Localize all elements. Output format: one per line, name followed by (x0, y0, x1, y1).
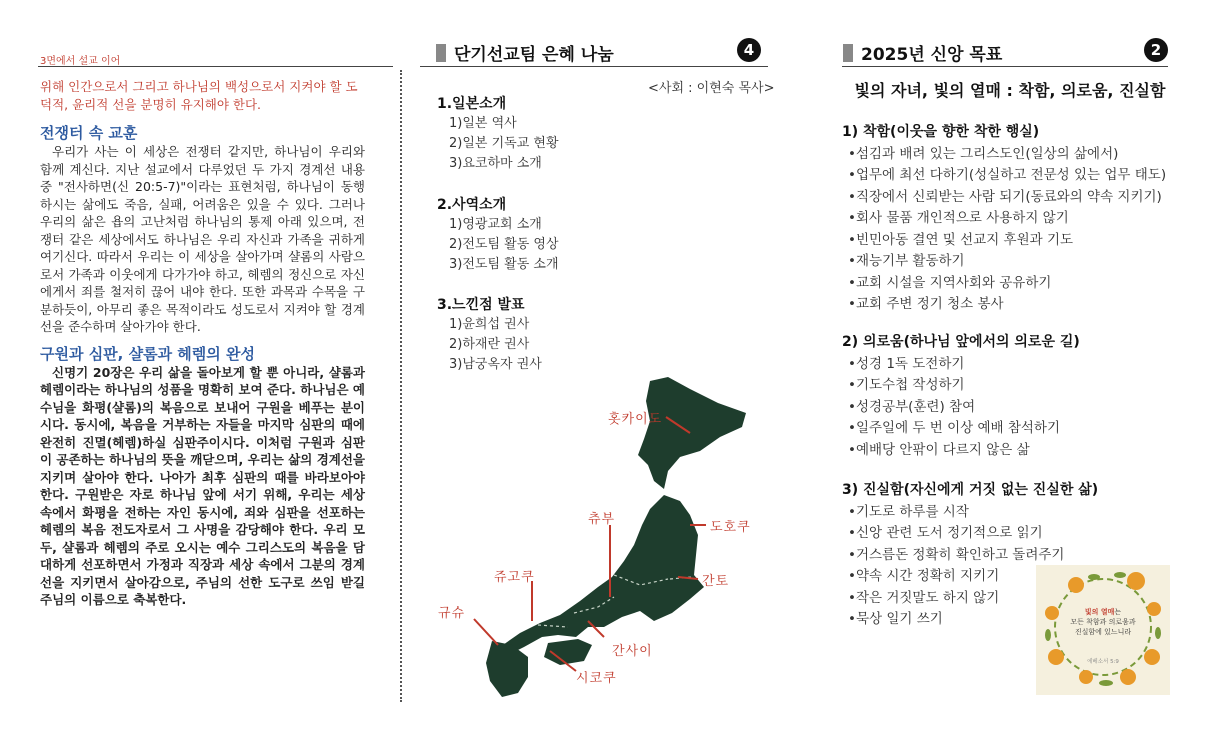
program-item: 3)남궁옥자 권사 (449, 357, 542, 372)
goal-item: •직장에서 신뢰받는 사람 되기(동료와의 약속 지키기) (848, 188, 1162, 205)
map-label: 시코쿠 (576, 671, 617, 686)
program-item: 2)전도팀 활동 영상 (449, 237, 559, 252)
verse-highlight: 빛의 열매 (1084, 608, 1115, 616)
goal-item: •회사 물품 개인적으로 사용하지 않기 (848, 210, 1069, 226)
program-group (437, 295, 542, 375)
goal-group (842, 332, 1080, 461)
header-bar (436, 44, 446, 62)
verse-reference: 에베소서 5:9 (1087, 659, 1119, 665)
japan-map-svg (428, 375, 768, 700)
goal-item: •성경공부(훈련) 참여 (848, 398, 976, 415)
mission-header (436, 40, 614, 65)
goal-group-title: 3) 진실함(자신에게 거짓 없는 진실한 삶) (842, 482, 1099, 498)
goal-item: •교회 주변 정기 청소 봉사 (848, 296, 1004, 312)
mission-header-title: 단기선교팀 은혜 나눔 (454, 45, 614, 65)
verse-card (1036, 565, 1170, 695)
goal-group-title: 1) 착함(이웃을 향한 착한 행실) (842, 124, 1040, 140)
goal-item: •묵상 일기 쓰기 (848, 611, 943, 627)
goal-item: •거스름돈 정확히 확인하고 돌려주기 (848, 546, 1065, 563)
top-rule-middle (420, 66, 768, 67)
goal-item: •작은 거짓말도 하지 않기 (848, 589, 1000, 606)
map-label: 츄부 (588, 512, 616, 527)
sermon-column (40, 78, 365, 609)
program-group-title: 3.느낀점 발표 (437, 297, 525, 313)
program-group-title: 1.일본소개 (437, 96, 507, 112)
top-rule-right (842, 66, 1168, 67)
map-label: 도호쿠 (710, 520, 751, 535)
program-group (437, 94, 559, 174)
verse-line: 모든 착함과 의로움과 (1070, 618, 1136, 626)
goal-group (842, 122, 1166, 316)
verse-line: 진실함에 있느니라 (1074, 628, 1132, 636)
goal-item: •빈민아동 결연 및 선교지 후원과 기도 (848, 231, 1074, 248)
program-item: 1)영광교회 소개 (449, 217, 542, 232)
section-heading: 구원과 심판, 샬롬과 헤렘의 완성 (40, 344, 255, 363)
program-group (437, 195, 559, 275)
program-item: 1)윤희섭 권사 (449, 317, 530, 332)
program-item: 2)하재란 권사 (449, 337, 530, 352)
goal-item: •교회 시설을 지역사회와 공유하기 (848, 274, 1052, 291)
goal-item: •예배당 안팎이 다르지 않은 삶 (848, 441, 1030, 458)
section-heading: 전쟁터 속 교훈 (40, 124, 138, 142)
verse-suffix: 는 (1114, 608, 1122, 616)
map-label: 쥬고쿠 (494, 570, 535, 585)
section-body: 신명기 20장은 우리 삶을 돌아보게 할 뿐 아니라, 샬롬과 헤렘이라는 하나님의 성품을 명확히 보여 준다. 하나님은 예수님을 화평(샬롬)의 복음으로 보내어 구원을 베푸는 분이시다. 동시에, 복음을 거부하는 자들을 마지막 심판의 때에 완전히 진멸(헤렘)하실 심판주이시다. 이처럼 구원과 심판이 공존하는 하나님의 뜻을 깨닫으며, 우리는 삶의 경계선을 지키며 살아야 한다. 나아가 최후 심판의 때를 바라보아야 한다. 구원받은 자로 하나님 앞에 서기 위해, 우리는 세상 속에서 화평을 전하는 자인 동시에, 죄와 심판을 선포하는 헤렘의 복음 전도자로서 그 사명을 감당해야 한다. 우리 모두, 샬롬과 헤렘의 주로 오시는 예수 그리스도의 복음을 담대하게 선포하면서 가정과 직장과 세상 속에서 그분의 경계선을 지키면서 살아감으로, 주님의 선한 도구로 쓰임 받길 주님의 이름으로 축복한다. (40, 364, 366, 607)
map-label: 규슈 (438, 606, 466, 621)
goal-item: •약속 시간 정확히 지키기 (848, 568, 1000, 584)
header-bar (843, 44, 853, 62)
program-item: 3)요코하마 소개 (449, 156, 542, 171)
moderator-label: <사회 : 이현숙 목사> (648, 81, 775, 96)
program-item: 3)전도팀 활동 소개 (449, 257, 559, 272)
section-body: 우리가 사는 이 세상은 전쟁터 같지만, 하나님이 우리와 함께 계신다. 지난 설교에서 다루었던 두 가지 경계선 내용 중 "전사하면(신 20:5-7)"이라는 표현처럼, 하나님이 동행하시는 삶에도 죽음, 실패, 어려움은 있을 수 있다. 그러나 우리의 삶은 욥의 고난처럼 하나님의 통제 아래 있으며, 전쟁터 같은 세상에서도 하나님은 우리 자신과 가족을 귀하게 여기신다. 따라서 우리는 이 세상을 살아가며 샬롬의 사람으로서 가족과 이웃에게 다가가야 하고, 헤렘의 정신으로 자신에게서 죄를 철저히 끊어 내야 한다. 또한 과목과 수목을 구분하듯이, 아무리 좋은 목적이라도 성도로서 지켜야 할 경계선을 준수하며 살아가야 한다. (40, 144, 365, 334)
goal-item: •기도로 하루를 시작 (848, 503, 969, 520)
kyushu-shape (486, 641, 528, 697)
program-item: 2)일본 기독교 현황 (449, 136, 559, 151)
map-label: 간사이 (612, 644, 653, 659)
page-number-badge: 2 (1144, 38, 1168, 62)
goal-item: •신앙 관련 도서 정기적으로 읽기 (848, 525, 1043, 541)
goal-item: •기도수첩 작성하기 (848, 377, 965, 393)
verse-text (1036, 607, 1170, 637)
program-item: 1)일본 역사 (449, 116, 517, 131)
map-label: 홋카이도 (608, 412, 663, 427)
goal-item: •재능기부 활동하기 (848, 253, 965, 269)
continued-label: 3면에서 설교 이어 (40, 56, 121, 67)
goal-title: 빛의 자녀, 빛의 열매 : 착함, 의로움, 진실함 (854, 81, 1166, 100)
faith-goal-header (843, 40, 1002, 65)
japan-map (428, 375, 768, 700)
program-group-title: 2.사역소개 (437, 197, 507, 213)
column-divider (400, 70, 402, 702)
faith-goal-header-title: 2025년 신앙 목표 (861, 45, 1003, 65)
goal-item: •섬김과 배려 있는 그리스도인(일상의 삶에서) (848, 145, 1119, 162)
goal-item: •일주일에 두 번 이상 예배 참석하기 (848, 420, 1060, 436)
page-number-badge: 4 (737, 38, 761, 62)
hokkaido-shape (638, 377, 746, 489)
goal-item: •성경 1독 도전하기 (848, 355, 965, 372)
map-label: 간토 (702, 574, 730, 589)
goal-item: •업무에 최선 다하기(성실하고 전문성 있는 업무 태도) (848, 167, 1167, 183)
sermon-intro: 위해 인간으로서 그리고 하나님의 백성으로서 지켜야 할 도덕적, 윤리적 선을 분명히 유지해야 한다. (40, 79, 358, 112)
goal-group-title: 2) 의로움(하나님 앞에서의 의로운 길) (842, 334, 1080, 350)
